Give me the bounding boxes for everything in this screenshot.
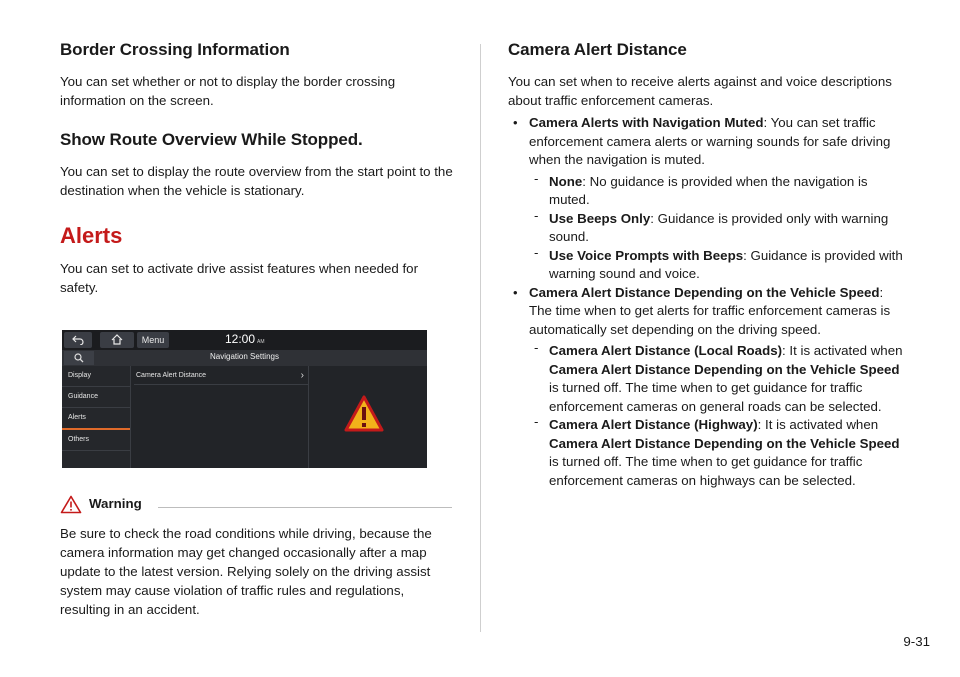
search-icon[interactable] [64,351,94,365]
alerts-body: You can set to activate drive assist features when needed for safety. [60,261,419,295]
warning-rule [158,507,452,508]
clock-ampm: AM [257,339,265,345]
warning-header [60,495,455,515]
sub-title: Camera Alert Distance (Local Roads) [549,343,783,358]
sub-title: Camera Alert Distance (Highway) [549,417,758,432]
option-text: : You can set traffic enforcement camera alerts or warning sounds for safe driving when the navigation is muted. [529,115,891,167]
clock-time: 12:00 [225,332,256,346]
sub-text: : Guidance is provided only with warning sound. [549,210,889,244]
right-column [508,40,908,490]
border-crossing-heading: Border Crossing Information [60,40,290,59]
sub-options [529,342,908,490]
camera-alert-distance-heading: Camera Alert Distance [508,40,687,59]
sub-options [529,170,908,284]
warning-icon [60,495,82,514]
camera-alert-intro: You can set when to receive alerts against and voice descriptions about traffic enforcement cameras. [508,74,892,108]
list-item: - Camera Alert Distance (Local Roads): It is activated when Camera Alert Distance Depending on the Vehicle Speed is turned off. The time when to get guidance for traffic enforcement cameras on general roads can be selected. [534,340,903,414]
screen-divider [130,366,131,468]
menu-item-display[interactable]: Display [62,366,130,387]
option-text: : The time when to get alerts for traffic enforcement cameras is automatically set depending on the driving speed. [529,284,891,337]
sub-text: is turned off. The time when to get guidance for traffic enforcement cameras on highways can be selected. [549,454,863,488]
left-column [60,40,455,297]
list-item: - Camera Alert Distance (Highway): It is activated when Camera Alert Distance Depending on the Vehicle Speed is turned off. The time when to get guidance for traffic enforcement cameras on highways can be selected. [534,414,900,488]
screen-divider-right [308,366,309,468]
sub-text: : It is activated when [757,417,879,432]
menu-item-alerts[interactable]: Alerts [62,408,130,430]
chevron-right-icon: › [300,370,304,381]
border-crossing-body: You can set whether or not to display the border crossing information on the screen. [60,74,396,108]
list-item: - Use Beeps Only: Guidance is provided only with warning sound. [534,207,889,244]
route-overview-body: You can set to display the route overview from the start point to the destination when the vehicle is stationary. [60,164,453,198]
top-bar [62,330,427,350]
list-item: - Use Voice Prompts with Beeps: Guidance is provided with warning sound and voice. [534,244,903,281]
navigation-settings-screenshot [62,330,427,468]
camera-alert-distance-row[interactable] [134,368,308,385]
warning-body: Be sure to check the road conditions while driving, because the camera information may get changed occasionally after a map update to the latest version. Relying solely on the driving assist system may cause violation of traffic rules and regulations, resulting in an accident. [60,526,432,617]
option-title: Camera Alerts with Navigation Muted [529,115,764,130]
sub-text: is turned off. The time when to get guidance for traffic enforcement cameras on general roads can be selected. [549,380,882,414]
list-item: - None: No guidance is provided when the navigation is muted. [534,170,868,207]
menu-button[interactable]: Menu [137,332,169,348]
sub-bold: Camera Alert Distance Depending on the Vehicle Speed [549,435,900,451]
sub-title: Use Voice Prompts with Beeps [549,247,744,263]
settings-menu [62,366,130,468]
menu-item-guidance[interactable]: Guidance [62,387,130,408]
sub-text: : Guidance is provided with warning sound and voice. [549,247,903,281]
title-bar [62,350,427,366]
list-item: • Camera Alerts with Navigation Muted: You can set traffic enforcement camera alerts or warning sounds for safe driving when the navigation is muted. - None: No guidance is provided when the navigation is muted. - Use Beeps Only: Guidance is provided only with warning sound. - Use Voice Prompts with Beeps: Guidance is provided with warning sound and voice. [508,114,908,284]
sub-title: Use Beeps Only [549,210,651,226]
alerts-heading: Alerts [60,223,123,248]
back-arrow-icon[interactable] [64,332,92,348]
route-overview-heading: Show Route Overview While Stopped. [60,130,363,149]
warning-triangle-icon [344,394,384,434]
column-divider [480,44,481,632]
list-item: • Camera Alert Distance Depending on the Vehicle Speed: The time when to get alerts for traffic enforcement cameras is automatically set depending on the driving speed. - Camera Alert Distance (Local Roads): It is activated when Camera Alert Distance Depending on the Vehicle Speed is turned off. The time when to get guidance for traffic enforcement cameras on general roads can be selected. - Camera Alert Distance (Highway): It is activated when Camera Alert Distance Depending on the Vehicle Speed is turned off. The time when to get guidance for traffic enforcement cameras on highways can be selected. [508,284,908,491]
menu-item-others[interactable]: Others [62,430,130,451]
camera-alert-distance-label: Camera Alert Distance [136,372,207,379]
screen-title: Navigation Settings [210,352,279,361]
sub-title: None [549,173,583,189]
sub-text: : No guidance is provided when the navigation is muted. [549,173,868,207]
camera-alert-options [508,114,908,490]
page-number: 9-31 [903,634,930,649]
home-icon[interactable] [100,332,134,348]
sub-text: : It is activated when [782,343,903,358]
sub-bold: Camera Alert Distance Depending on the Vehicle Speed [549,361,900,377]
warning-label: Warning [89,496,142,511]
option-title: Camera Alert Distance Depending on the Vehicle Speed [529,284,880,300]
clock [225,332,265,346]
